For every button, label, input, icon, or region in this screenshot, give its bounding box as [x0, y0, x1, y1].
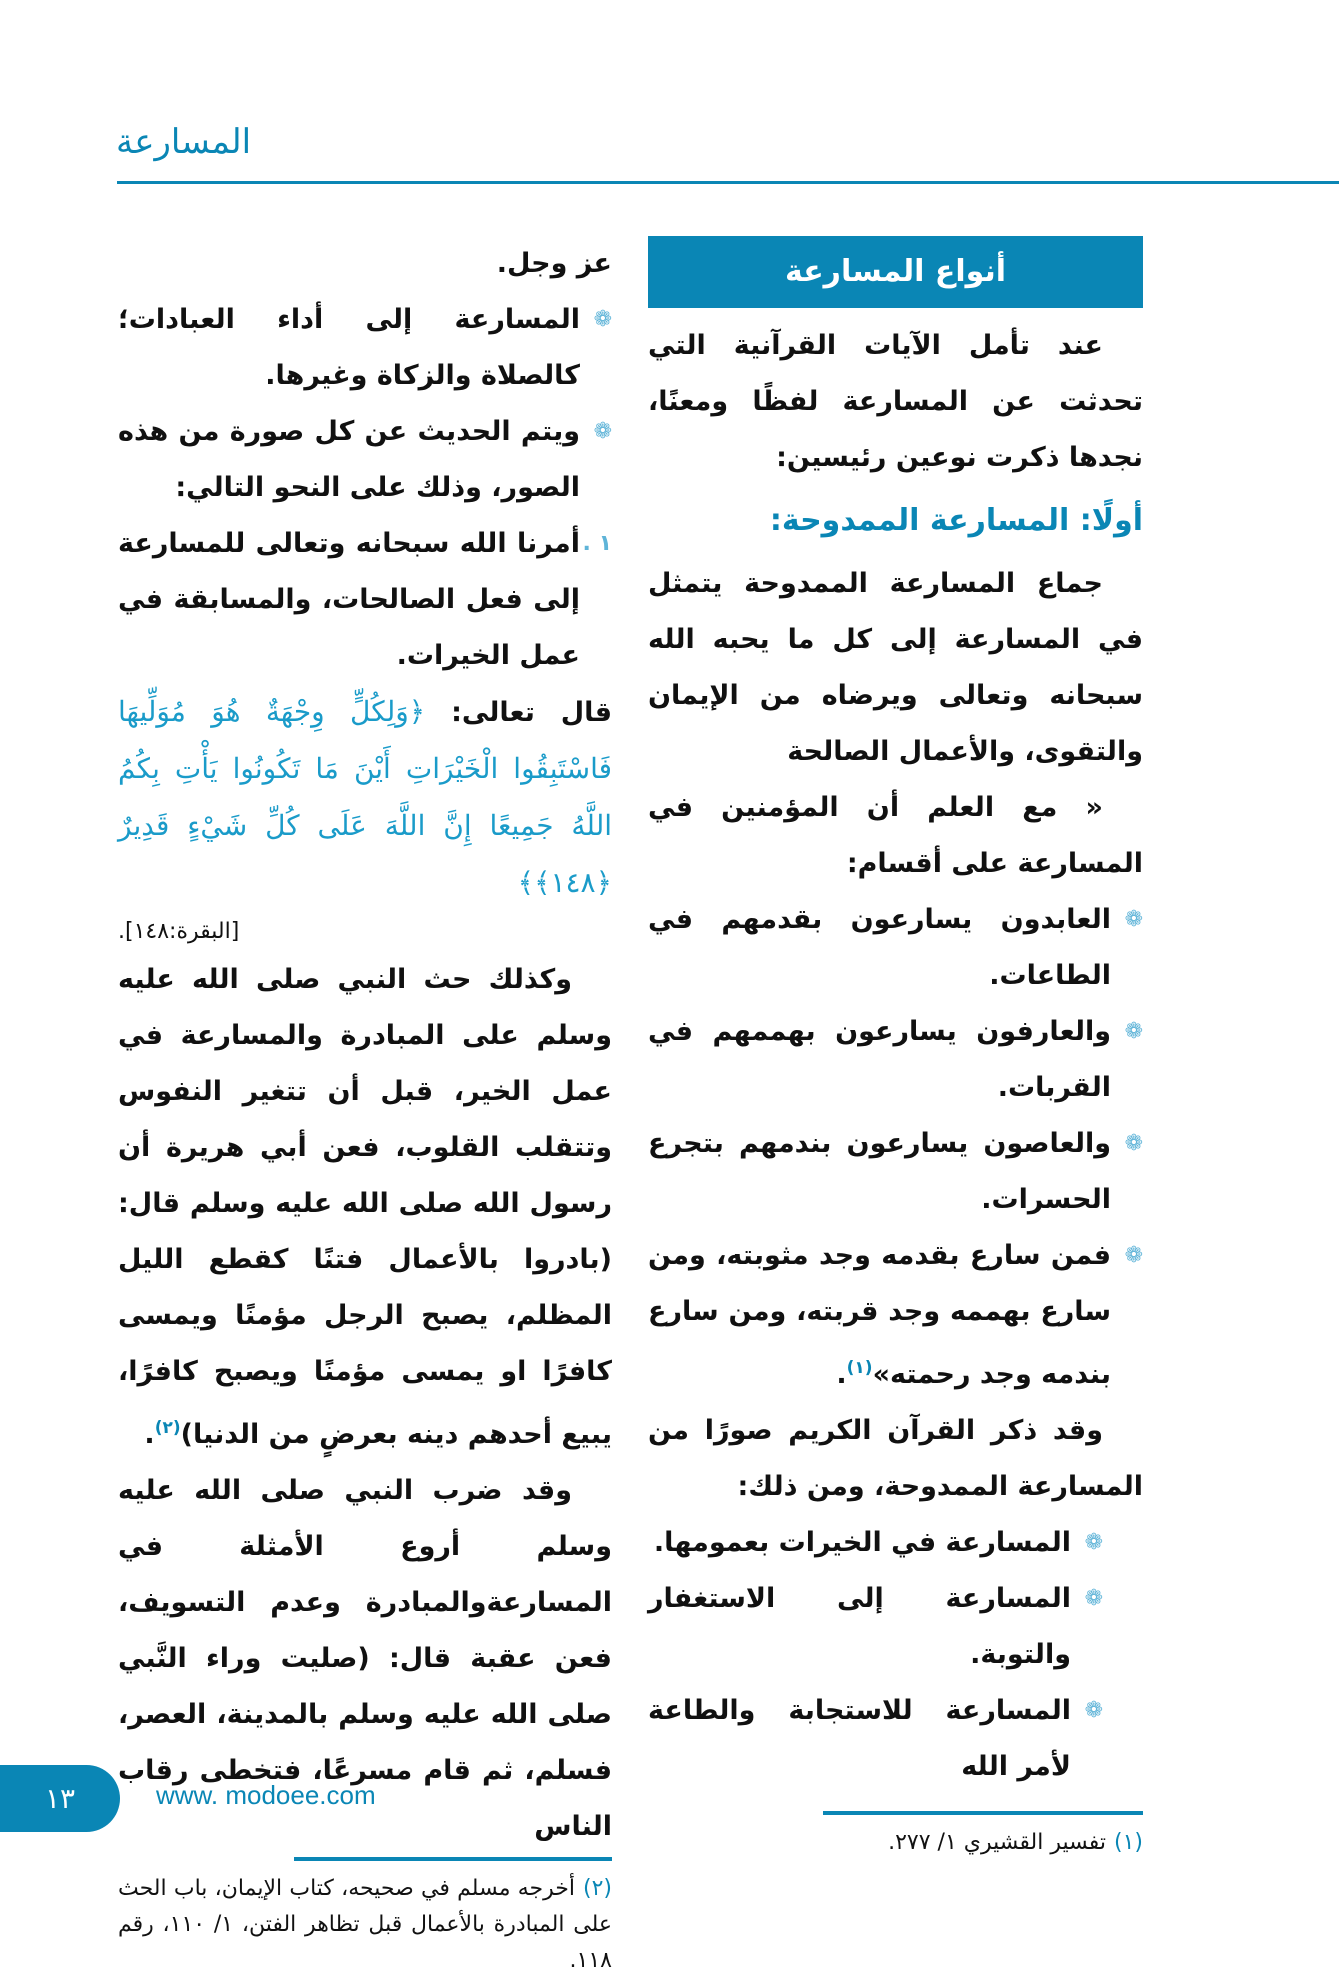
flower-bullet-icon: ❁	[1084, 1530, 1103, 1555]
footnote: (٢)أخرجه مسلم في صحيحه، كتاب الإيمان، باب الحث على المبادرة بالأعمال قبل تظاهر الفتن، ١/ ١١٠، رقم ١١٨.	[118, 1876, 612, 1973]
flower-bullet-icon: ❁	[1124, 1243, 1143, 1268]
bullet-item: ❁ المسارعة للاستجابة والطاعة لأمر الله	[648, 1683, 1103, 1795]
flower-bullet-icon: ❁	[1084, 1586, 1103, 1611]
footnote-rule	[294, 1857, 612, 1861]
item-number: ١ .	[582, 531, 612, 556]
flower-bullet-icon: ❁	[1124, 1019, 1143, 1044]
quran-intro: قال تعالى:	[451, 697, 613, 728]
flower-bullet-icon: ❁	[593, 307, 612, 332]
bullet-item: ❁ المسارعة إلى الاستغفار والتوبة.	[648, 1571, 1103, 1683]
footnote-rule	[823, 1811, 1143, 1815]
hadith-text: (بادروا بالأعمال فتنًا كقطع الليل المظلم، يصبح الرجل مؤمنًا ويمسى كافرًا او يمسى مؤمنًا ويصبح كافرًا، يبيع أحدهم دينه بعرضٍ من الدنيا)	[118, 1244, 612, 1450]
bullet-item: ❁ المسارعة إلى أداء العبادات؛ كالصلاة والزكاة وغيرها.	[118, 292, 612, 404]
footnote-mark[interactable]: (٢)	[154, 1418, 181, 1438]
section-title: أنواع المسارعة	[648, 236, 1143, 308]
flower-bullet-icon: ❁	[1124, 907, 1143, 932]
numbered-item: ١ . أمرنا الله سبحانه وتعالى للمسارعة إلى فعل الصالحات، والمسابقة في عمل الخيرات.	[118, 516, 612, 684]
right-column	[648, 236, 1143, 1861]
quran-reference: [البقرة:١٤٨].	[118, 919, 240, 944]
bullet-item: ❁ المسارعة في الخيرات بعمومها.	[648, 1515, 1103, 1571]
subheading: أولًا: المسارعة الممدوحة:	[769, 503, 1143, 538]
left-column	[118, 236, 612, 1979]
page-number: ١٣	[0, 1765, 120, 1832]
bullet-item: ❁ والعاصون يسارعون بندمهم بتجرع الحسرات.	[648, 1116, 1143, 1228]
bullet-item: ❁ والعارفون يسارعون بهممهم في القربات.	[648, 1004, 1143, 1116]
flower-bullet-icon: ❁	[1124, 1131, 1143, 1156]
continued-text: عز وجل.	[496, 248, 612, 279]
footnote: (١)تفسير القشيري ١/ ٢٧٧.	[888, 1830, 1143, 1855]
footnote-mark[interactable]: (١)	[846, 1358, 873, 1378]
flower-bullet-icon: ❁	[593, 419, 612, 444]
intro-paragraph: عند تأمل الآيات القرآنية التي تحدثت عن المسارعة لفظًا ومعنًا، نجدها ذكرت نوعين رئيسين:	[648, 330, 1143, 473]
running-title: المسارعة	[116, 122, 252, 162]
header-rule	[117, 181, 1339, 184]
bullet-item: ❁ ويتم الحديث عن كل صورة من هذه الصور، وذلك على النحو التالي:	[118, 404, 612, 516]
hadith-paragraph: وكذلك حث النبي صلى الله عليه وسلم على المبادرة والمسارعة في عمل الخير، قبل أن تتغير النفوس وتتقلب القلوب، فعن أبي هريرة أن رسول الله صلى الله عليه وسلم قال: (بادروا بالأعمال فتنًا كقطع الليل المظلم، يصبح الرجل مؤمنًا ويمسى كافرًا او يمسى مؤمنًا ويصبح كافرًا، يبيع أحدهم دينه بعرضٍ من الدنيا)$^{(٢)}$.	[118, 964, 612, 1450]
website-url[interactable]: www. modoee.com	[156, 1780, 376, 1810]
quran-verse	[118, 684, 612, 912]
quran-text: ﴿وَلِكُلٍّ وِجْهَةٌ هُوَ مُوَلِّيهَا فَاسْتَبِقُوا الْخَيْرَاتِ أَيْنَ مَا تَكُونُوا يَأْتِ بِكُمُ اللَّهُ جَمِيعًا إِنَّ اللَّهَ عَلَى كُلِّ شَيْءٍ قَدِيرٌ ﴿١٤٨﴾﴾	[118, 695, 612, 899]
bullet-item: ❁ العابدون يسارعون بقدمهم في الطاعات.	[648, 892, 1143, 1004]
flower-bullet-icon: ❁	[1084, 1698, 1103, 1723]
bullet-item: ❁ فمن سارع بقدمه وجد مثوبته، ومن سارع بهممه وجد قربته، ومن سارع بندمه وجد رحمته»$^{(١)}$.	[648, 1228, 1143, 1403]
paragraph: جماع المسارعة الممدوحة يتمثل في المسارعة إلى كل ما يحبه الله سبحانه وتعالى ويرضاه من الإيمان والتقوى، والأعمال الصالحة	[648, 568, 1143, 767]
paragraph: « مع العلم أن المؤمنين في المسارعة على أقسام:	[648, 792, 1143, 879]
paragraph: وقد ذكر القرآن الكريم صورًا من المسارعة الممدوحة، ومن ذلك:	[648, 1415, 1143, 1502]
paragraph: وقد ضرب النبي صلى الله عليه وسلم أروع الأمثلة في المسارعةوالمبادرة وعدم التسويف، فعن عقبة قال: (صليت وراء النَّبي صلى الله عليه وسلم بالمدينة، العصر، فسلم، ثم قام مسرعًا، فتخطى رقاب الناس	[118, 1475, 612, 1842]
